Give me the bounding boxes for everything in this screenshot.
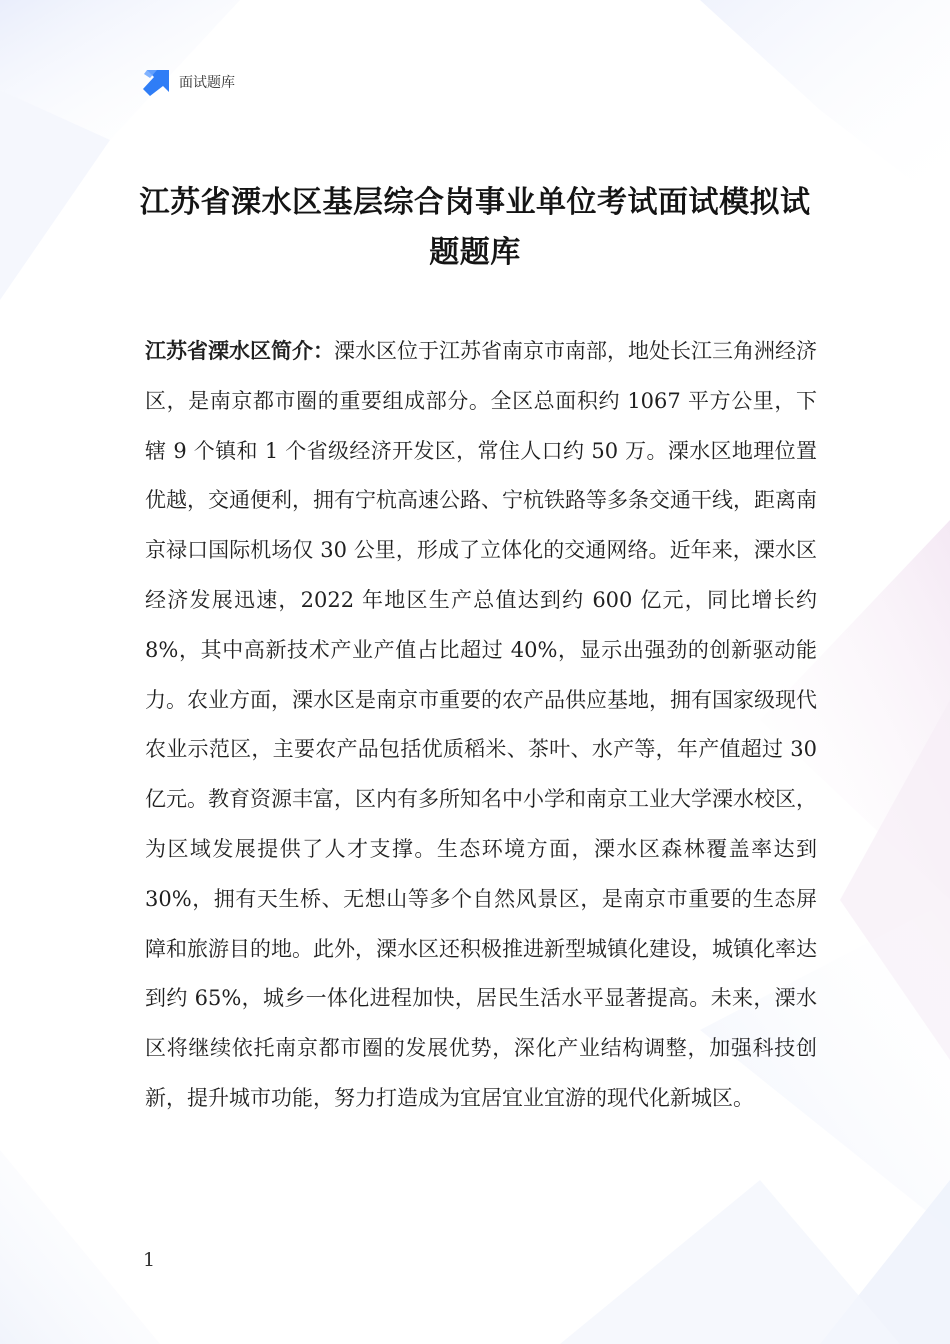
document-title: 江苏省溧水区基层综合岗事业单位考试面试模拟试题题库 xyxy=(139,185,811,270)
brand-header xyxy=(143,68,235,96)
intro-label: 江苏省溧水区简介： xyxy=(145,339,334,363)
brand-text: 面试题库 xyxy=(179,75,235,91)
arrow-up-right-icon xyxy=(143,69,170,96)
intro-text: 溧水区位于江苏省南京市南部，地处长江三角洲经济区，是南京都市圈的重要组成部分。全区总面积约 1067 平方公里，下辖 9 个镇和 1 个省级经济开发区，常住人口约 50 万。溧水区地理位置优越，交通便利，拥有宁杭高速公路、宁杭铁路等多条交通干线，距离南京禄口国际机场仅 30 公里，形成了立体化的交通网络。近年来，溧水区经济发展迅速，2022 年地区生产总值达到约 600 亿元，同比增长约 8%，其中高新技术产业产值占比超过 40%，显示出强劲的创新驱动能力。农业方面，溧水区是南京市重要的农产品供应基地，拥有国家级现代农业示范区，主要农产品包括优质稻米、茶叶、水产等，年产值超过 30 亿元。教育资源丰富，区内有多所知名中小学和南京工业大学溧水校区，为区域发展提供了人才支撑。生态环境方面，溧水区森林覆盖率达到 30%，拥有天生桥、无想山等多个自然风景区，是南京市重要的生态屏障和旅游目的地。此外，溧水区还积极推进新型城镇化建设，城镇化率达到约 65%，城乡一体化进程加快，居民生活水平显著提高。未来，溧水区将继续依托南京都市圈的发展优势，深化产业结构调整，加强科技创新，提升城市功能，努力打造成为宜居宜业宜游的现代化新城区。 xyxy=(145,339,817,1110)
intro-paragraph xyxy=(145,327,817,1124)
page-number: 1 xyxy=(143,1249,156,1271)
